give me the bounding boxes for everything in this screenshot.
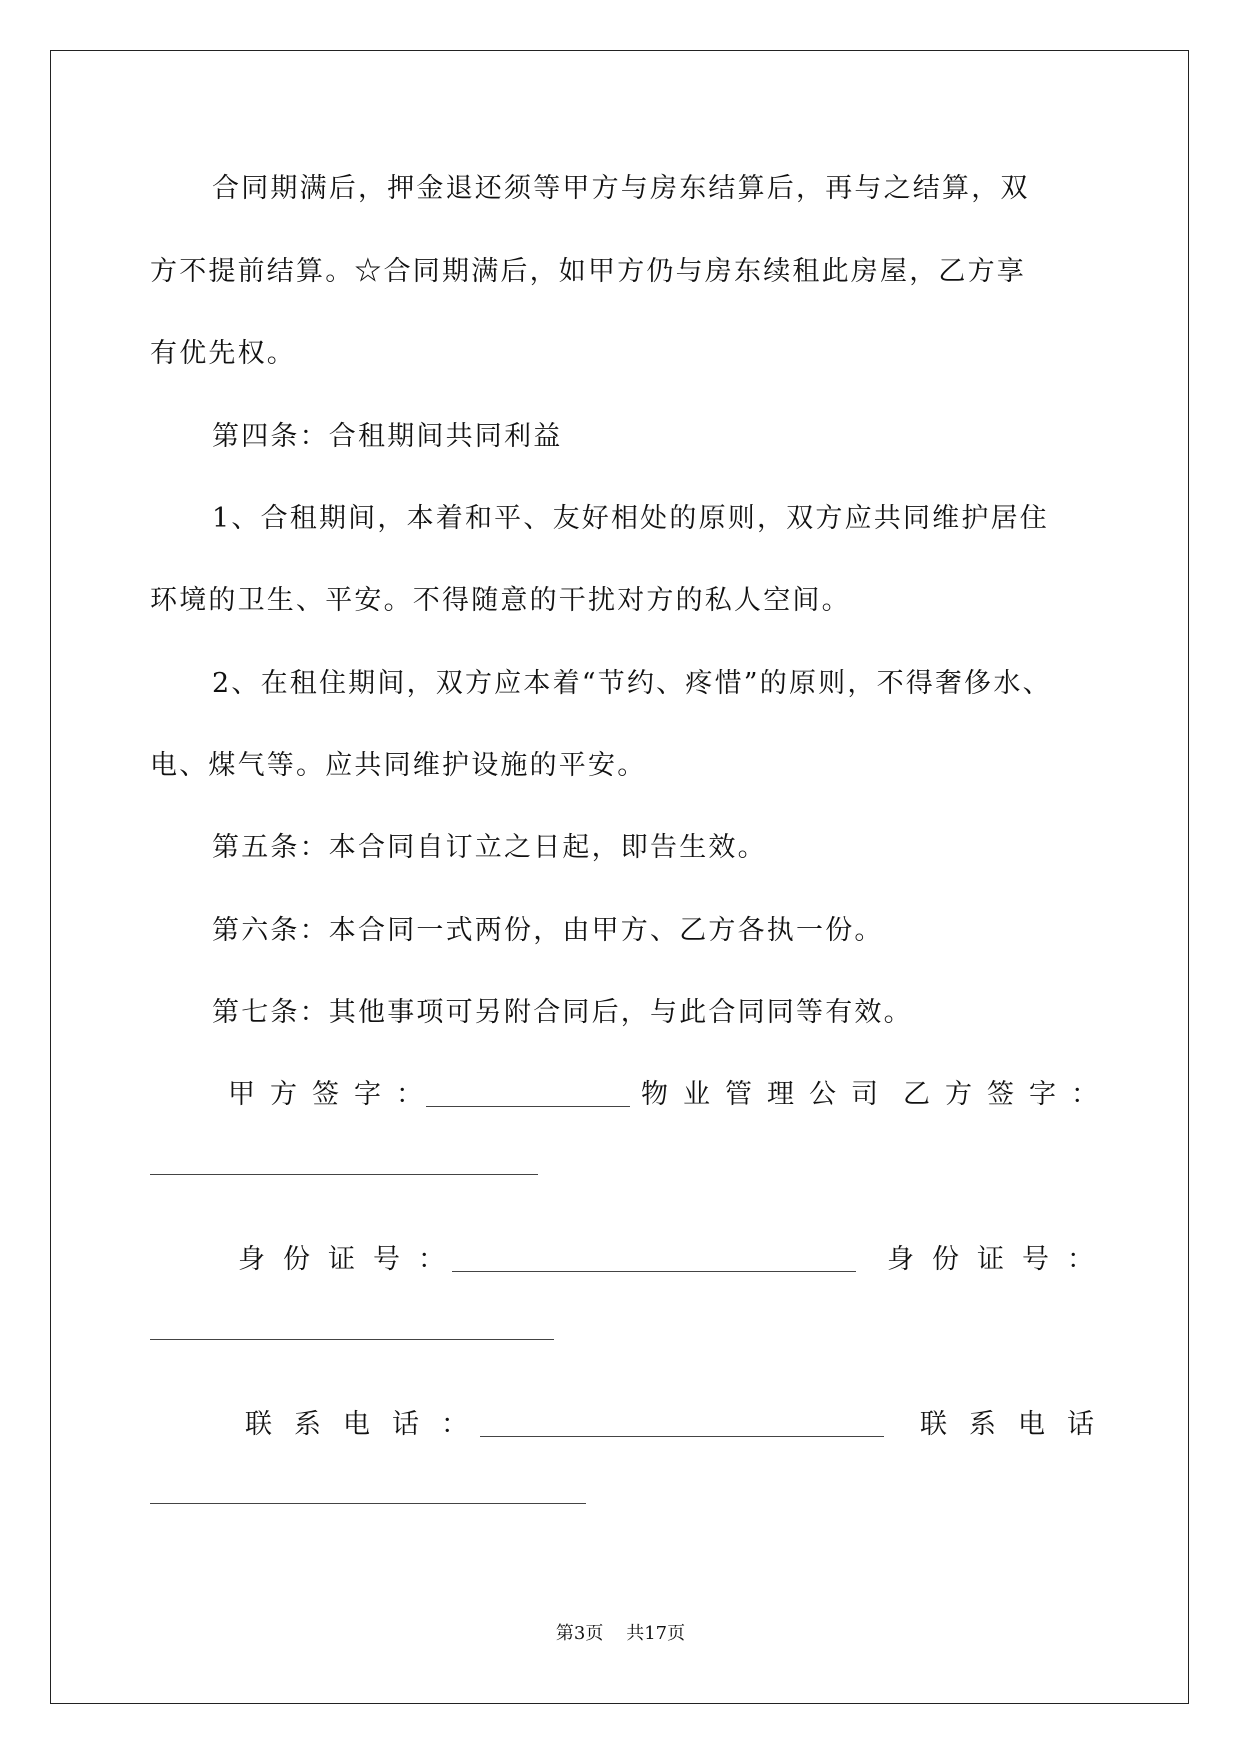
property-company-label: 物业管理公司 <box>641 1079 893 1110</box>
party-a-sign-blank <box>426 1106 630 1107</box>
clause-line: 1、合租期间，本着和平、友好相处的原则，双方应共同维护居住 <box>212 503 1049 534</box>
phone-a-blank <box>480 1436 884 1437</box>
paragraph-line: 合同期满后，押金退还须等甲方与房东结算后，再与之结算，双 <box>212 173 1030 204</box>
phone-a-label: 联系电话： <box>245 1409 490 1440</box>
paragraph-line: 方不提前结算。☆合同期满后，如甲方仍与房东续租此房屋，乙方享 <box>150 256 1026 287</box>
page-number-current: 第3页 <box>555 1623 604 1644</box>
clause-line: 电、煤气等。应共同维护设施的平安。 <box>150 750 647 781</box>
phone-b-blank <box>150 1503 586 1504</box>
party-b-sign-blank <box>150 1174 538 1175</box>
id-number-b-blank <box>150 1339 554 1340</box>
article-line: 第五条：本合同自订立之日起，即告生效。 <box>212 832 767 863</box>
article-line: 第七条：其他事项可另附合同后，与此合同同等有效。 <box>212 997 913 1028</box>
paragraph-line: 有优先权。 <box>150 338 296 369</box>
page-number-total: 共17页 <box>626 1623 686 1644</box>
clause-line: 环境的卫生、平安。不得随意的干扰对方的私人空间。 <box>150 585 851 616</box>
party-b-sign-label: 乙方签字： <box>903 1079 1113 1110</box>
party-a-sign-label: 甲方签字： <box>228 1079 438 1110</box>
clause-line: 2、在租住期间，双方应本着“节约、疼惜”的原则，不得奢侈水、 <box>212 668 1052 699</box>
id-number-a-blank <box>452 1271 856 1272</box>
id-number-a-label: 身份证号： <box>238 1244 463 1275</box>
article-line: 第六条：本合同一式两份，由甲方、乙方各执一份。 <box>212 915 884 946</box>
id-number-b-label: 身份证号： <box>887 1244 1112 1275</box>
page-footer <box>0 1622 1241 1646</box>
article-heading: 第四条：合租期间共同利益 <box>212 421 563 452</box>
phone-b-label: 联系电话 <box>920 1409 1116 1440</box>
page-border <box>50 50 1189 1704</box>
